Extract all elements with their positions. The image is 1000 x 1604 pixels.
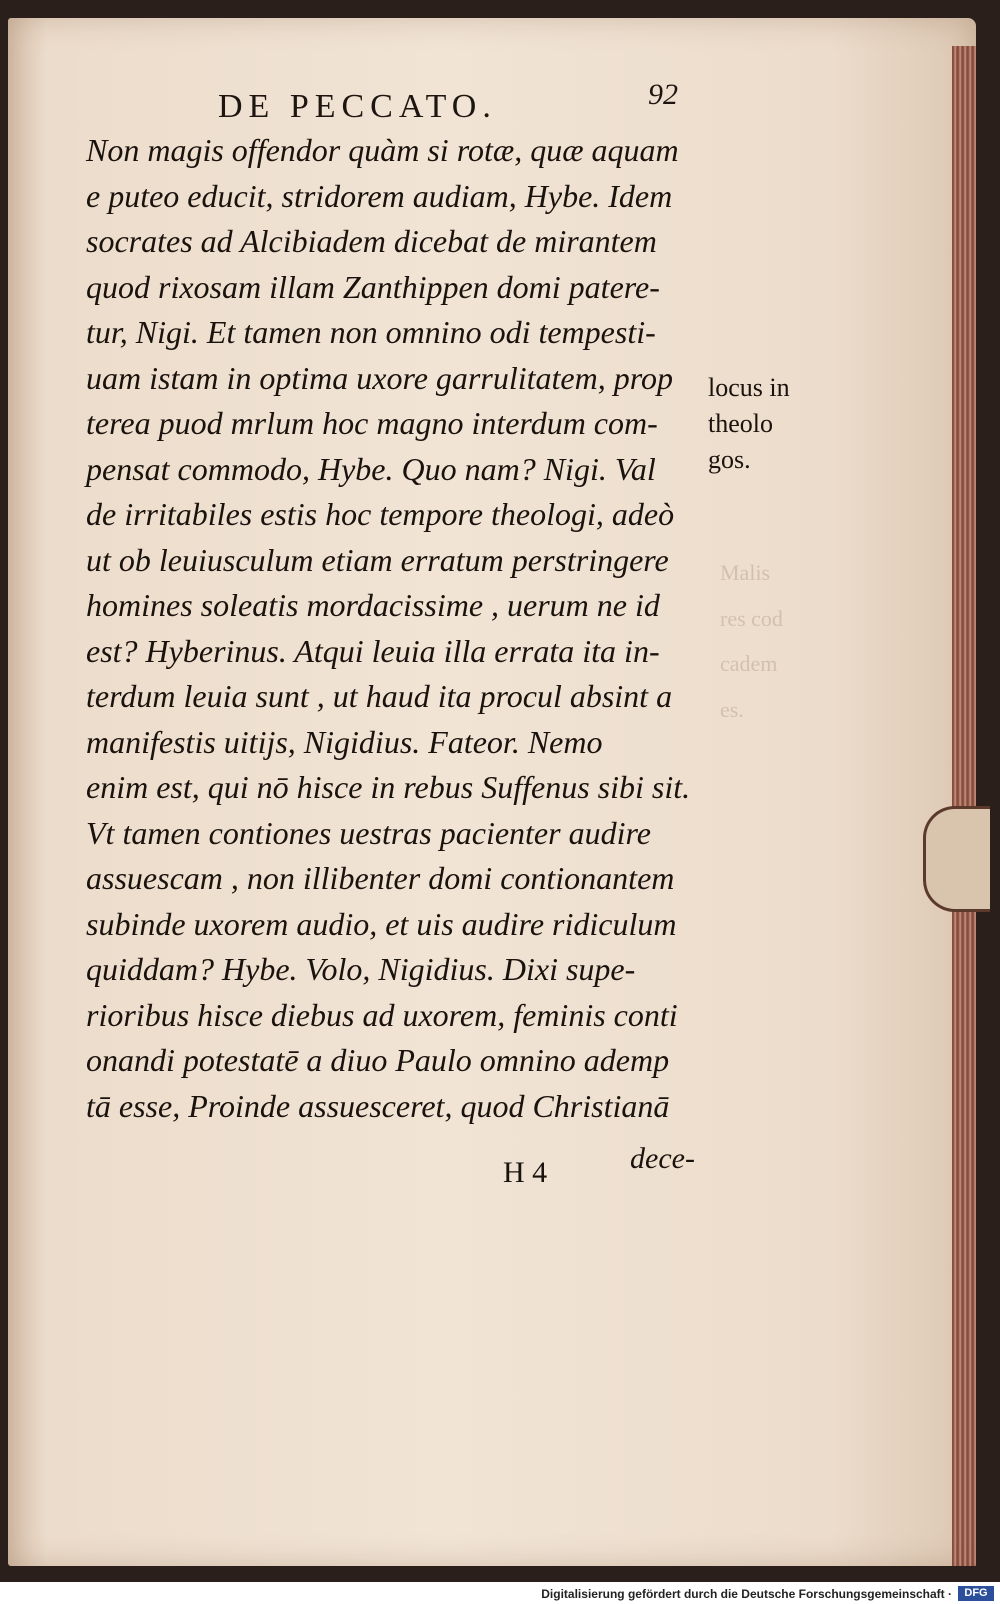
text-line: pensat commodo, Hybe. Quo nam? Nigi. Val [86,450,656,487]
text-line: enim est, qui nō hisce in rebus Suffenus sibi sit. [86,769,691,805]
text-line: ut ob leuiusculum etiam erratum perstringere [86,541,669,578]
text-line: Non magis offendor quàm si rotæ, quæ aquam [86,132,679,168]
bleedthrough-line: Malis [720,560,771,585]
bleedthrough-line: res cod [720,605,783,631]
text-line: quiddam? Hybe. Volo, Nigidius. Dixi supe- [86,951,636,987]
text-line: socrates ad Alcibiadem dicebat de mirantem [86,223,657,259]
text-line: quod rixosam illam Zanthippen domi patere- [86,268,660,305]
text-line: onandi potestatē a diuo Paulo omnino ademp [86,1042,670,1078]
catchword: dece- [630,1142,695,1175]
funding-credit: Digitalisierung gefördert durch die Deutsche Forschungsgemeinschaft · [541,1587,952,1601]
text-line: Vt tamen contiones uestras pacienter audire [86,814,651,851]
text-line: e puteo educit, stridorem audiam, Hybe. Idem [86,177,673,214]
text-line: uam istam in optima uxore garrulitatem, prop [86,359,673,396]
text-line: homines soleatis mordacissime , uerum ne id [86,587,660,623]
bleedthrough-line: cadem [720,651,778,676]
bleedthrough-line: es. [720,696,744,722]
text-line: tur, Nigi. Et tamen non omnino odi tempesti- [86,314,656,350]
text-line: de irritabiles estis hoc tempore theologi, adeò [86,496,675,532]
main-text-block [86,128,726,1129]
text-line: est? Hyberinus. Atqui leuia illa errata ita in- [86,632,660,669]
text-line: rioribus hisce diebus ad uxorem, feminis conti [86,996,678,1033]
running-head: DE PECCATO. [218,88,497,125]
folio-number: 92 [648,78,678,111]
text-line: tā esse, Proinde assuesceret, quod Christianā [86,1087,670,1124]
text-line: terdum leuia sunt , ut haud ita procul absint a [86,678,673,714]
book-page [8,18,976,1566]
marginal-note [708,370,790,478]
text-line: subinde uxorem audio, et uis audire ridiculum [86,905,677,942]
bleedthrough-text [720,558,783,740]
text-line: terea puod mrlum hoc magno interdum com- [86,405,658,441]
text-line: manifestis uitijs, Nigidius. Fateor. Nemo [86,723,603,760]
text-line: assuescam , non illibenter domi contionantem [86,860,675,896]
footer-bar [0,1582,1000,1604]
marginal-note-line: gos. [708,445,751,474]
signature-mark: H 4 [503,1156,548,1189]
book-clasp [923,806,990,912]
dfg-logo-icon: DFG [958,1586,994,1601]
marginal-note-line: locus in [708,373,790,402]
marginal-note-line: theolo [708,409,773,438]
